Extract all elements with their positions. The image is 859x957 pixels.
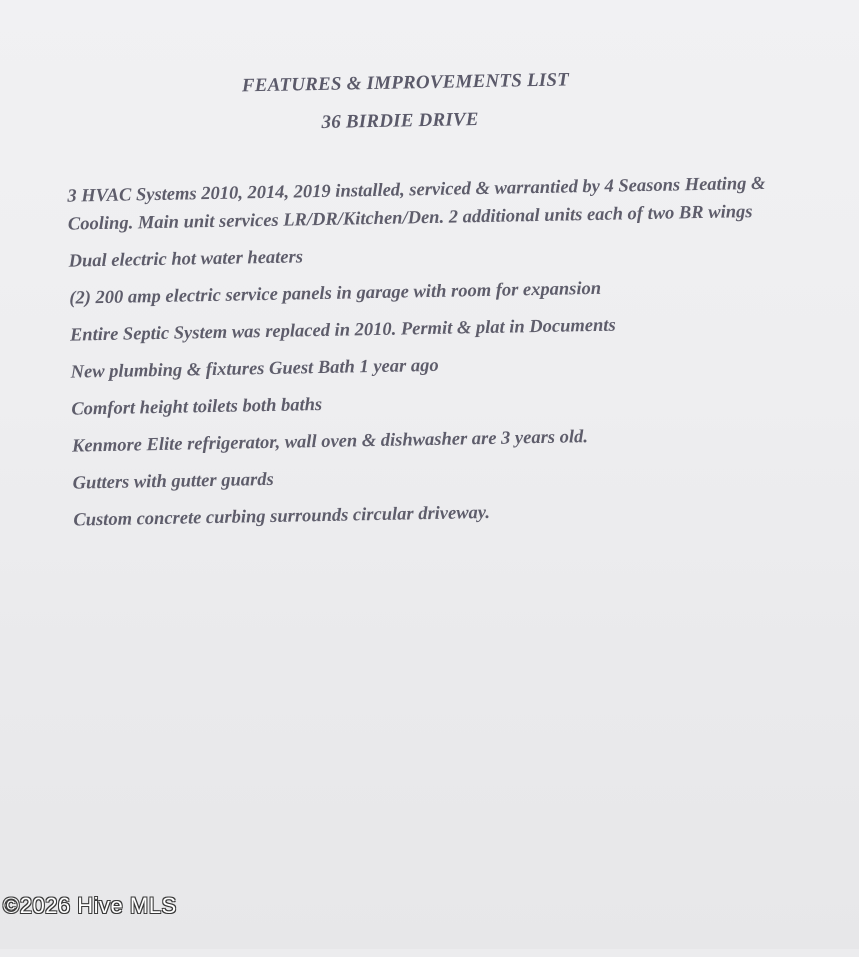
document-subtitle: 36 BIRDIE DRIVE — [321, 109, 479, 133]
copyright-watermark: ©2026 Hive MLS — [3, 893, 177, 918]
list-item: Kenmore Elite refrigerator, wall oven & dishwasher are 3 years old. — [71, 427, 589, 457]
list-item: Dual electric hot water heaters — [68, 247, 304, 272]
document-title: FEATURES & IMPROVEMENTS LIST — [241, 69, 570, 97]
list-item: 3 HVAC Systems 2010, 2014, 2019 installed, serviced & warrantied by 4 Seasons Heating & Cooling. Main unit services LR/DR/Kitchen/Den. 2 additional units each of two BR wings — [67, 173, 766, 235]
features-list — [67, 170, 773, 544]
list-item: Comfort height toilets both baths — [71, 394, 323, 420]
list-item: New plumbing & fixtures Guest Bath 1 year ago — [70, 355, 439, 383]
list-item: (2) 200 amp electric service panels in garage with room for expansion — [69, 278, 602, 309]
list-item: Gutters with gutter guards — [72, 469, 274, 494]
list-item: Entire Septic System was replaced in 2010. Permit & plat in Documents — [69, 315, 616, 346]
list-item: Custom concrete curbing surrounds circular driveway. — [73, 502, 491, 531]
